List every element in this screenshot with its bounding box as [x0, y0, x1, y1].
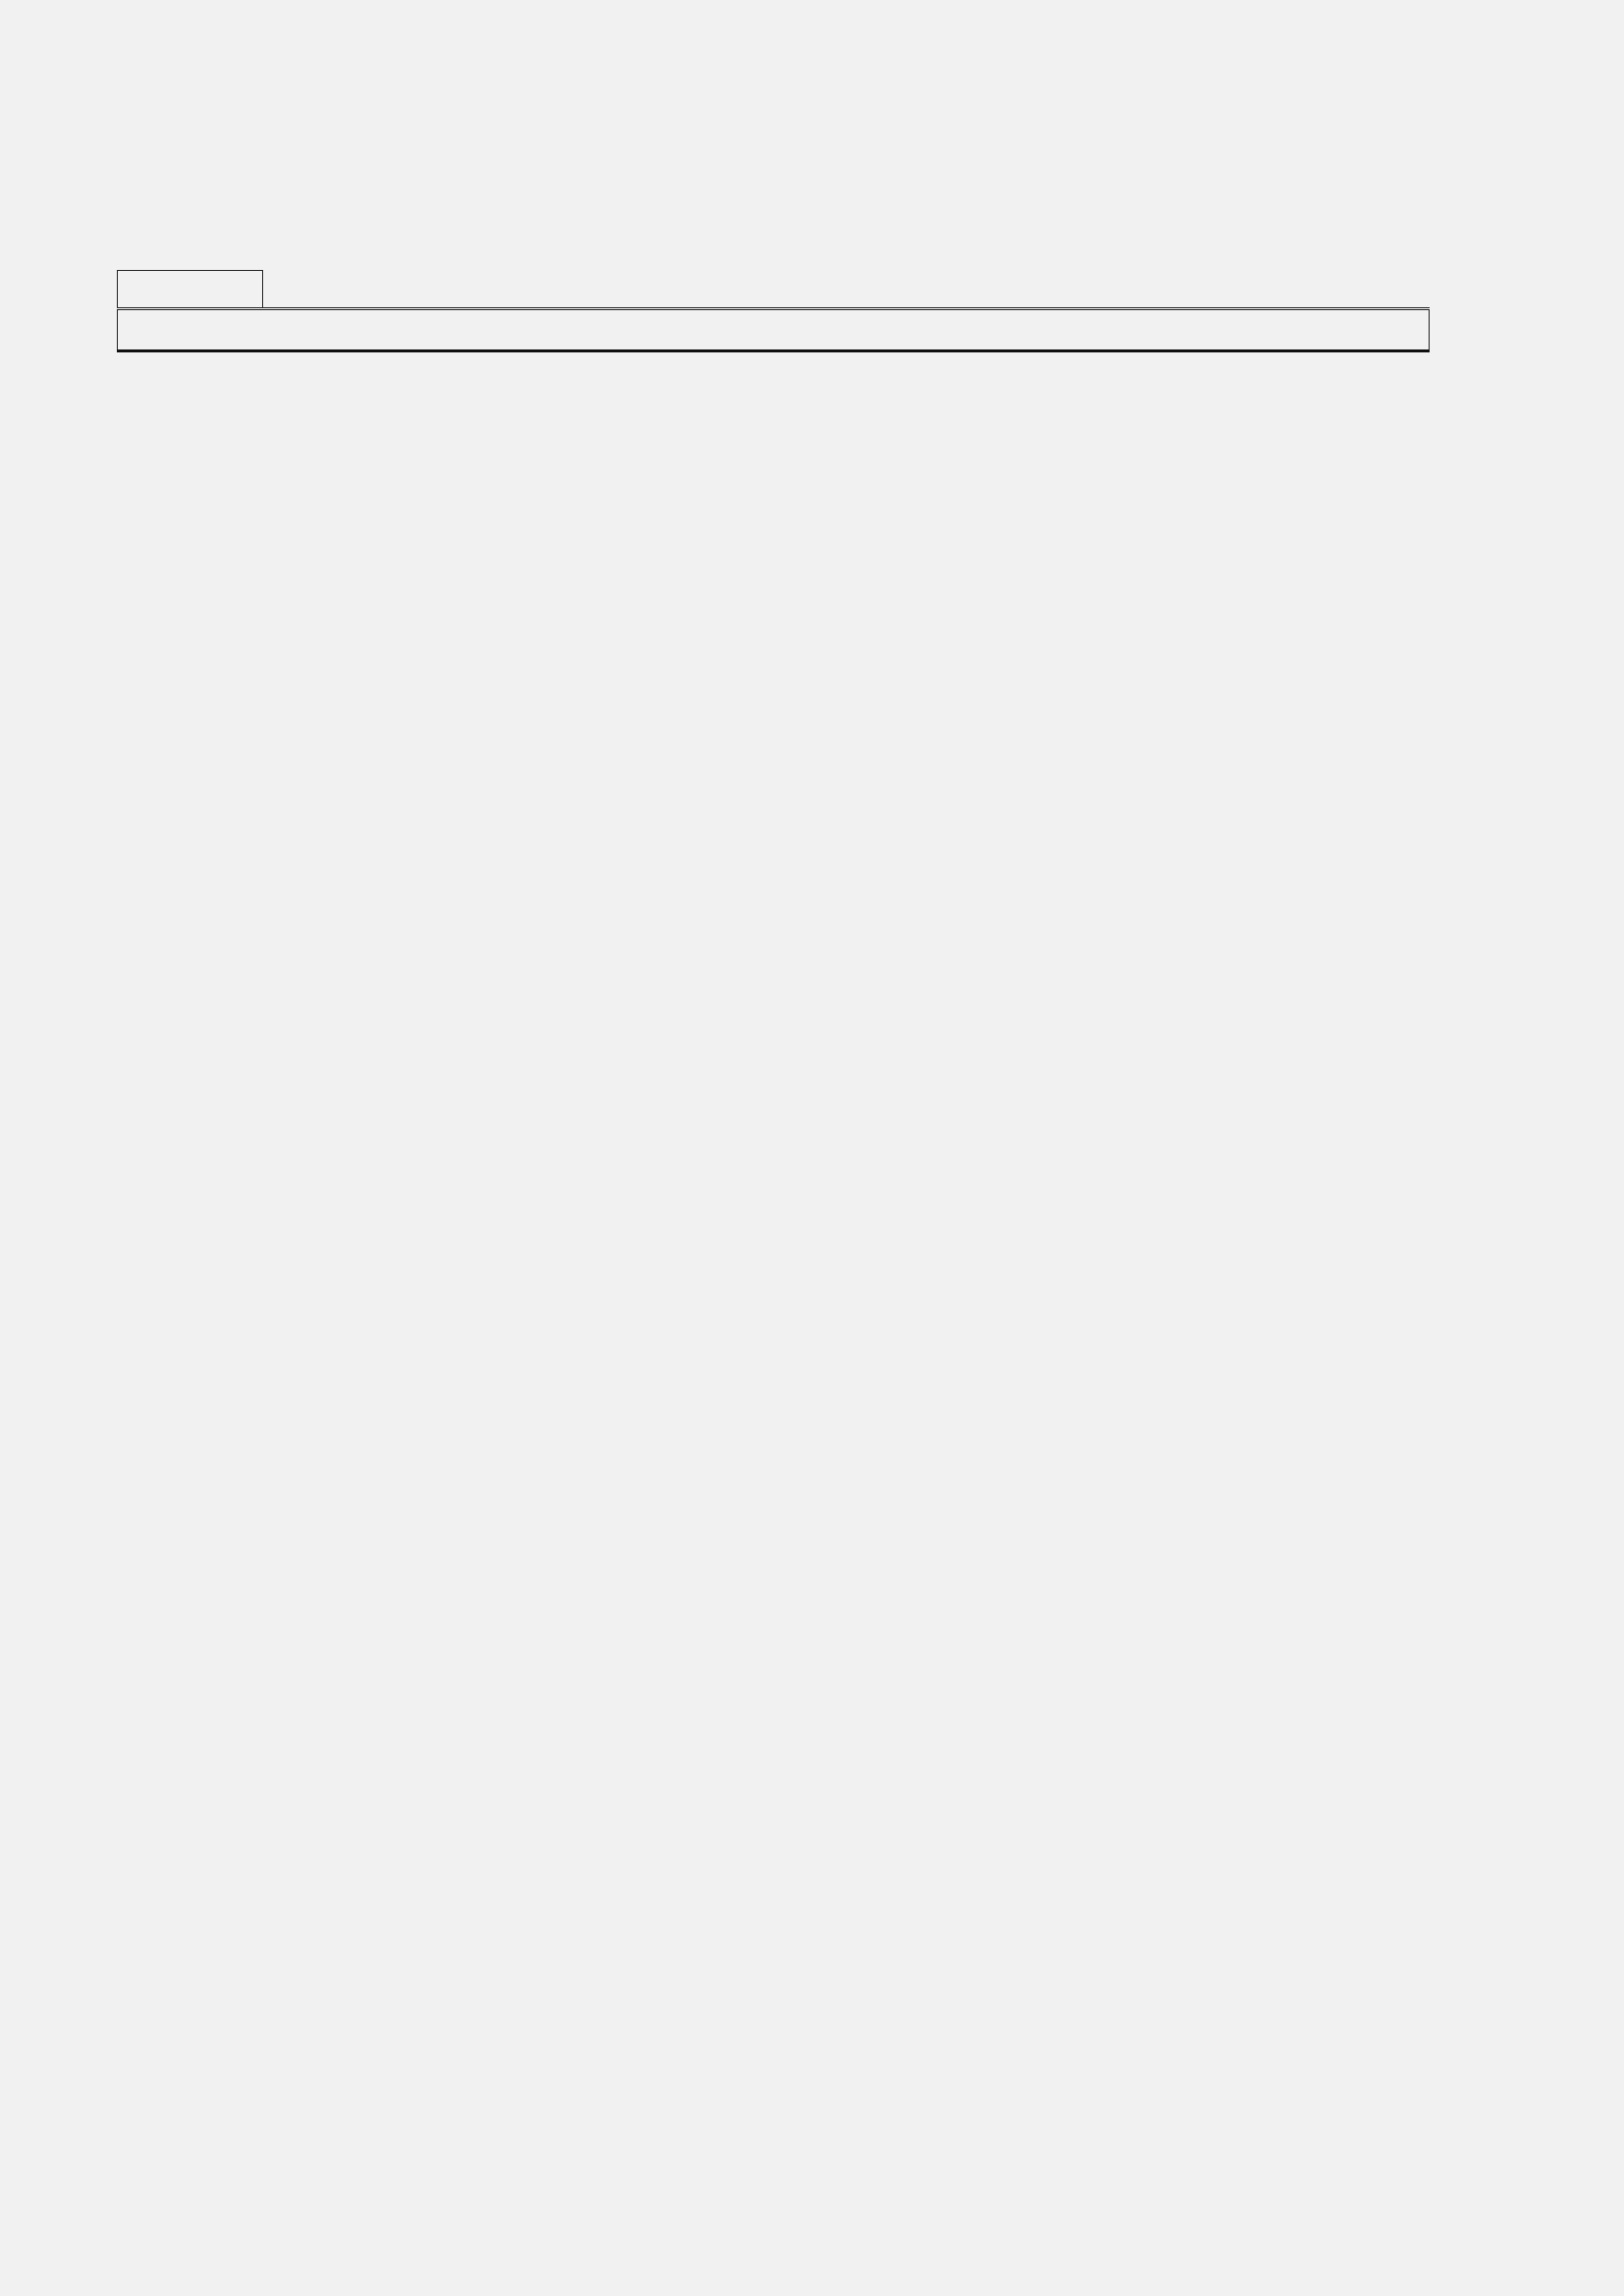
temperature-row [118, 309, 1430, 351]
data-table [117, 270, 1430, 352]
header-row-uncertainties [118, 271, 1430, 309]
table-header [118, 271, 1430, 309]
table-body [118, 309, 1430, 351]
temperature-label [118, 309, 1430, 351]
header-pressure [118, 271, 263, 309]
